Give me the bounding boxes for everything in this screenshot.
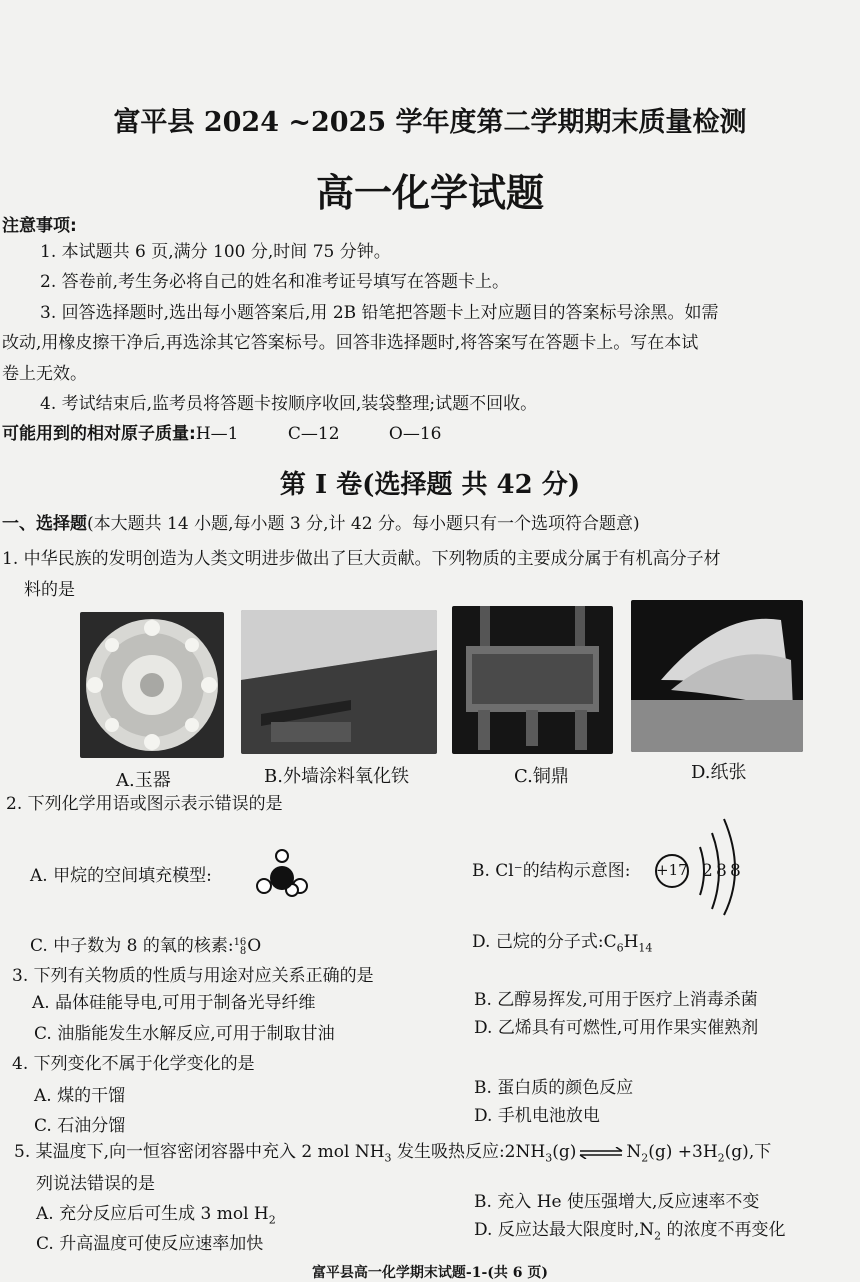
q5-option-a-text: A. 充分反应后可生成 3 mol H bbox=[36, 1204, 269, 1224]
atomic-mass-o: O—16 bbox=[388, 424, 442, 444]
section-1-title: 第 I 卷(选择题 共 42 分) bbox=[279, 470, 581, 500]
q2-option-d bbox=[472, 932, 652, 955]
oxygen-symbol: O bbox=[247, 936, 262, 956]
h2-subscript: 2 bbox=[717, 1151, 725, 1165]
paper-image bbox=[631, 600, 803, 752]
n2-subscript: 2 bbox=[641, 1151, 649, 1165]
q5-option-a bbox=[36, 1204, 276, 1227]
instructions-text: (本大题共 14 小题,每小题 3 分,计 42 分。每小题只有一个选项符合题意) bbox=[87, 514, 640, 534]
q5-option-d-suffix: 的浓度不再变化 bbox=[666, 1220, 786, 1240]
note-3-line2: 改动,用橡皮擦干净后,再选涂其它答案标号。回答非选择题时,将答案写在答题卡上。写在本试 bbox=[2, 333, 699, 353]
hexane-hydrogen: H bbox=[623, 932, 639, 952]
chloride-shell-3: 8 bbox=[730, 861, 741, 881]
note-3-line1: 3. 回答选择题时,选出每小题答案后,用 2B 铅笔把答题卡上对应题目的答案标号涂黑。如需 bbox=[40, 303, 719, 323]
section-1-instructions bbox=[2, 514, 640, 534]
q5-stem-part6: (g),下 bbox=[724, 1142, 772, 1162]
jade-image bbox=[80, 612, 224, 758]
q3-option-a: A. 晶体硅能导电,可用于制备光导纤维 bbox=[32, 993, 316, 1013]
q5-option-d bbox=[474, 1220, 786, 1243]
note-4: 4. 考试结束后,监考员将答题卡按顺序收回,装袋整理;试题不回收。 bbox=[40, 394, 538, 414]
q5-stem-part4: N bbox=[626, 1142, 642, 1162]
q4-option-b: B. 蛋白质的颜色反应 bbox=[474, 1078, 634, 1098]
q2-option-d-text: D. 己烷的分子式: bbox=[472, 932, 604, 952]
q1-option-a: A.玉器 bbox=[116, 770, 171, 791]
q1-option-c: C.铜鼎 bbox=[514, 766, 569, 787]
page-footer: 富平县高一化学期末试题-1-(共 6 页) bbox=[311, 1265, 549, 1281]
q5-stem-part1: 5. 某温度下,向一恒容密闭容器中充入 2 mol NH bbox=[14, 1142, 385, 1162]
chloride-nucleus-label: +17 bbox=[656, 861, 688, 879]
q5-d-subscript: 2 bbox=[654, 1229, 662, 1243]
q5-stem-line1 bbox=[14, 1142, 771, 1165]
q2-option-c bbox=[30, 936, 261, 956]
note-2: 2. 答卷前,考生务必将自己的姓名和准考证号填写在答题卡上。 bbox=[40, 272, 510, 292]
oxygen-mass-number: 16 bbox=[233, 936, 247, 948]
q1-option-b: B.外墙涂料氧化铁 bbox=[264, 766, 409, 787]
nh3-subscript: 3 bbox=[384, 1151, 392, 1165]
chloride-shell-1: 2 bbox=[702, 861, 713, 881]
wall-paint-image bbox=[241, 610, 437, 754]
atomic-mass-label: 可能用到的相对原子质量: bbox=[2, 424, 196, 444]
methane-model-icon bbox=[254, 848, 310, 898]
note-3-line3: 卷上无效。 bbox=[2, 364, 87, 384]
notes-heading: 注意事项: bbox=[2, 216, 77, 236]
nh3-subscript-2: 3 bbox=[545, 1151, 553, 1165]
hexane-carbon-count: 6 bbox=[616, 941, 624, 955]
q3-stem: 3. 下列有关物质的性质与用途对应关系正确的是 bbox=[12, 966, 374, 986]
q2-option-a: A. 甲烷的空间填充模型: bbox=[30, 866, 212, 886]
hexane-carbon: C bbox=[603, 932, 617, 952]
q4-option-c: C. 石油分馏 bbox=[34, 1116, 126, 1136]
q3-option-d: D. 乙烯具有可燃性,可用作果实催熟剂 bbox=[474, 1018, 759, 1038]
chloride-shell-2: 8 bbox=[716, 861, 727, 881]
oxygen-atomic-number: 8 bbox=[239, 945, 247, 957]
q5-option-b: B. 充入 He 使压强增大,反应速率不变 bbox=[474, 1192, 760, 1212]
q3-option-b: B. 乙醇易挥发,可用于医疗上消毒杀菌 bbox=[474, 990, 758, 1010]
instructions-label: 一、选择题 bbox=[2, 514, 87, 534]
q1-stem-line1: 1. 中华民族的发明创造为人类文明进步做出了巨大贡献。下列物质的主要成分属于有机高分子材 bbox=[2, 549, 721, 569]
q5-stem-line2: 列说法错误的是 bbox=[36, 1174, 155, 1194]
atomic-mass-c: C—12 bbox=[287, 424, 340, 444]
q5-stem-part2: 发生吸热反应:2NH bbox=[396, 1142, 546, 1162]
hexane-hydrogen-count: 14 bbox=[638, 941, 653, 955]
q5-stem-part3: (g) bbox=[552, 1142, 577, 1162]
q1-stem-line2: 料的是 bbox=[24, 580, 75, 600]
bronze-ding-image bbox=[452, 606, 613, 754]
q5-a-subscript: 2 bbox=[268, 1213, 276, 1227]
q1-option-d: D.纸张 bbox=[691, 762, 747, 783]
q5-option-d-text: D. 反应达最大限度时,N bbox=[474, 1220, 655, 1240]
exam-title: 富平县 2024 ~2025 学年度第二学期期末质量检测 bbox=[113, 107, 747, 138]
q4-stem: 4. 下列变化不属于化学变化的是 bbox=[12, 1054, 255, 1074]
q3-option-c: C. 油脂能发生水解反应,可用于制取甘油 bbox=[34, 1024, 335, 1044]
reversible-arrow-icon bbox=[578, 1147, 624, 1159]
note-1: 1. 本试题共 6 页,满分 100 分,时间 75 分钟。 bbox=[40, 242, 391, 262]
q4-option-a: A. 煤的干馏 bbox=[34, 1086, 126, 1106]
q2-option-c-text: C. 中子数为 8 的氧的核素: bbox=[30, 936, 234, 956]
atomic-mass-h: H—1 bbox=[195, 424, 239, 444]
q5-option-c: C. 升高温度可使反应速率加快 bbox=[36, 1234, 264, 1254]
q5-stem-part5: (g) +3H bbox=[648, 1142, 718, 1162]
atomic-mass-line bbox=[2, 424, 442, 444]
q2-stem: 2. 下列化学用语或图示表示错误的是 bbox=[6, 794, 283, 814]
q2-option-b: B. Cl⁻的结构示意图: bbox=[472, 861, 631, 881]
exam-subject: 高一化学试题 bbox=[315, 170, 544, 215]
q4-option-d: D. 手机电池放电 bbox=[474, 1106, 600, 1126]
